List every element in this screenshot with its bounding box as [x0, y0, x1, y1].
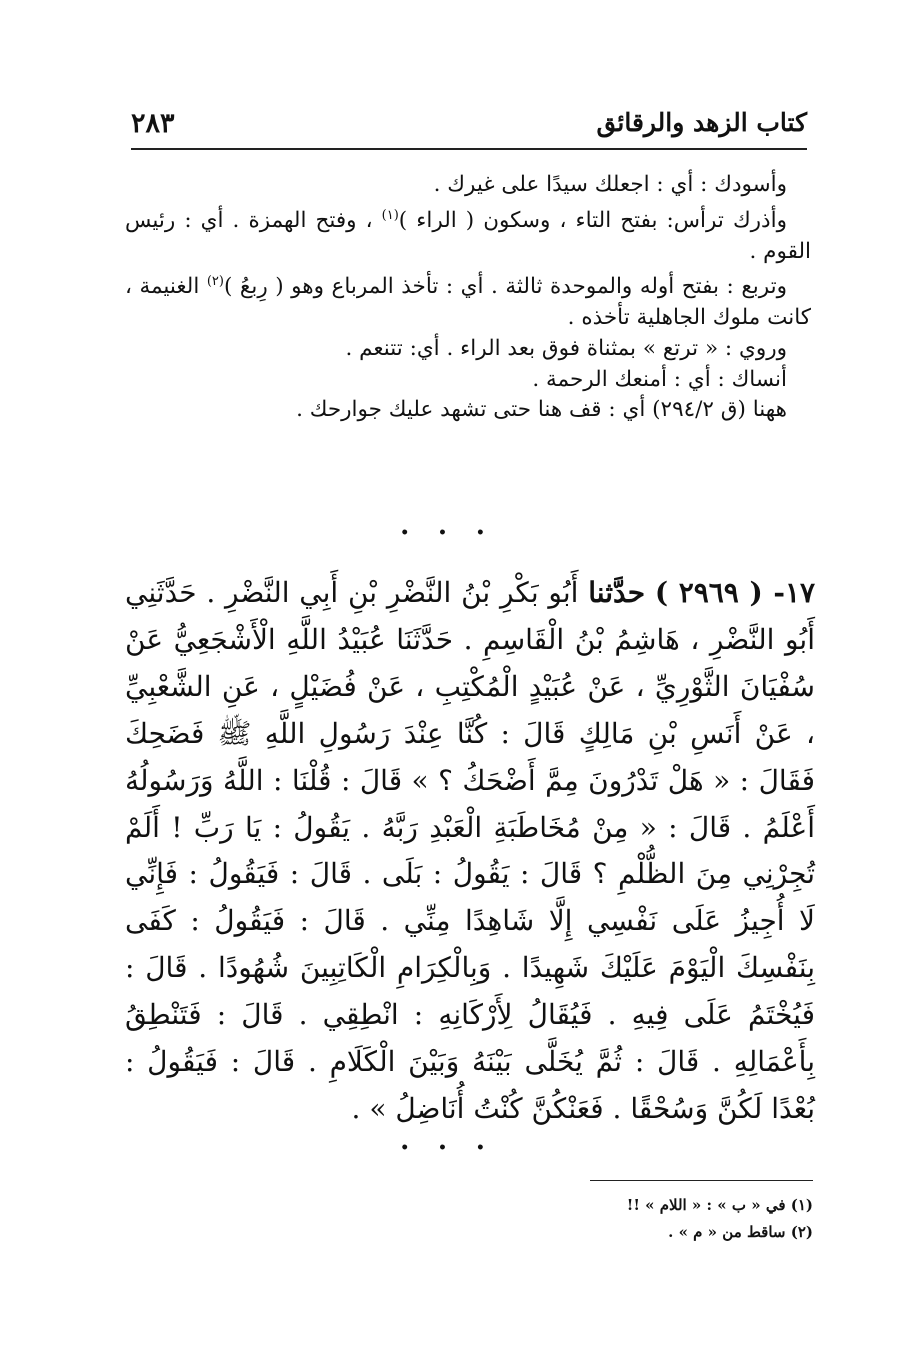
note-text: الغنيمة ، كانت ملوك الجاهلية تأخذه . — [125, 274, 811, 331]
section-separator: • • • — [400, 525, 497, 541]
page-number: ٢٨٣ — [131, 108, 175, 139]
footnote: (١) في « ب » : « اللام » !! — [626, 1196, 813, 1214]
note-line — [125, 201, 811, 268]
note-line — [125, 267, 811, 334]
note-text: وتربع : بفتح أوله والموحدة ثالثة . أي : تأخذ المرباع وهو ( رِبعُ ) — [223, 274, 787, 300]
hadith-text: أَبُو بَكْرِ بْنُ النَّضْرِ بْنِ أَبِي النَّضْرِ . حَدَّثَنِي أَبُو النَّضْرِ ، هَاشِمُ بْنُ الْقَاسِمِ . حَدَّثَنَا عُبَيْدُ اللَّهِ الْأَشْجَعِيُّ عَنْ سُفْيَانَ الثَّوْرِيِّ ، عَنْ عُبَيْدٍ الْمُكْتِبِ ، عَنْ فُضَيْلٍ ، عَنِ الشَّعْبِيِّ ، عَنْ أَنَسِ بْنِ مَالِكٍ قَالَ : كُنَّا عِنْدَ رَسُولِ اللَّهِ ﷺ فَضَحِكَ فَقَالَ : « هَلْ تَدْرُونَ مِمَّ أَضْحَكُ ؟ » قَالَ : قُلْنَا : اللَّهُ وَرَسُولُهُ أَعْلَمُ . قَالَ : « مِنْ مُخَاطَبَةِ الْعَبْدِ رَبَّهُ . يَقُولُ : يَا رَبِّ ! أَلَمْ تُجِرْنِي مِنَ الظُّلْمِ ؟ قَالَ : يَقُولُ : بَلَى . قَالَ : فَيَقُولُ : فَإِنِّي لَا أُجِيزُ عَلَى نَفْسِي إِلَّا شَاهِدًا مِنِّي . قَالَ : فَيَقُولُ : كَفَى بِنَفْسِكَ الْيَوْمَ عَلَيْكَ شَهِيدًا . وَبِالْكِرَامِ الْكَاتِبِينَ شُهُودًا . قَالَ : فَيُخْتَمُ عَلَى فِيهِ . فَيُقَالُ لِأَرْكَانِهِ : انْطِقِي . قَالَ : فَتَنْطِقُ بِأَعْمَالِهِ . قَالَ : ثُمَّ يُخَلَّى بَيْنَهُ وَبَيْنَ الْكَلَامِ . قَالَ : فَيَقُولُ : بُعْدًا لَكُنَّ وَسُحْقًا . فَعَنْكُنَّ كُنْتُ أُنَاضِلُ » . — [125, 576, 815, 1125]
footnotes — [560, 1192, 813, 1246]
running-title: كتاب الزهد والرقائق — [596, 108, 807, 137]
note-line: وروي : « ترتع » بمثناة فوق بعد الراء . أي: تتنعم . — [345, 335, 787, 361]
footnote-ref: (٢) — [206, 274, 224, 290]
note-text: ، وفتح الهمزة . أي : رئيس القوم . — [125, 207, 811, 264]
note-line: ههنا (ق ٢٩٤/٢) أي : قف هنا حتى تشهد عليك جوارحك . — [296, 397, 787, 423]
page-header — [131, 108, 807, 150]
note-text: وأذرك ترأس: بفتح التاء ، وسكون ( الراء ) — [398, 207, 787, 233]
hadith-block — [125, 570, 815, 1133]
glossary-notes — [125, 170, 811, 426]
footnote-ref: (١) — [381, 207, 399, 223]
footnote: (٢) ساقط من « م » . — [668, 1223, 813, 1241]
hadith-paragraph — [125, 570, 815, 1133]
header-rule — [131, 148, 807, 150]
section-separator: • • • — [400, 1140, 497, 1156]
note-line: وأسودك : أي : اجعلك سيدًا على غيرك . — [433, 172, 787, 197]
hadith-number: ١٧- ( ٢٩٦٩ ) — [654, 576, 816, 609]
footnote-rule — [590, 1180, 813, 1181]
note-line: أنساك : أي : أمنعك الرحمة . — [532, 366, 787, 392]
hadith-opening: حدَّثنا — [588, 576, 646, 609]
